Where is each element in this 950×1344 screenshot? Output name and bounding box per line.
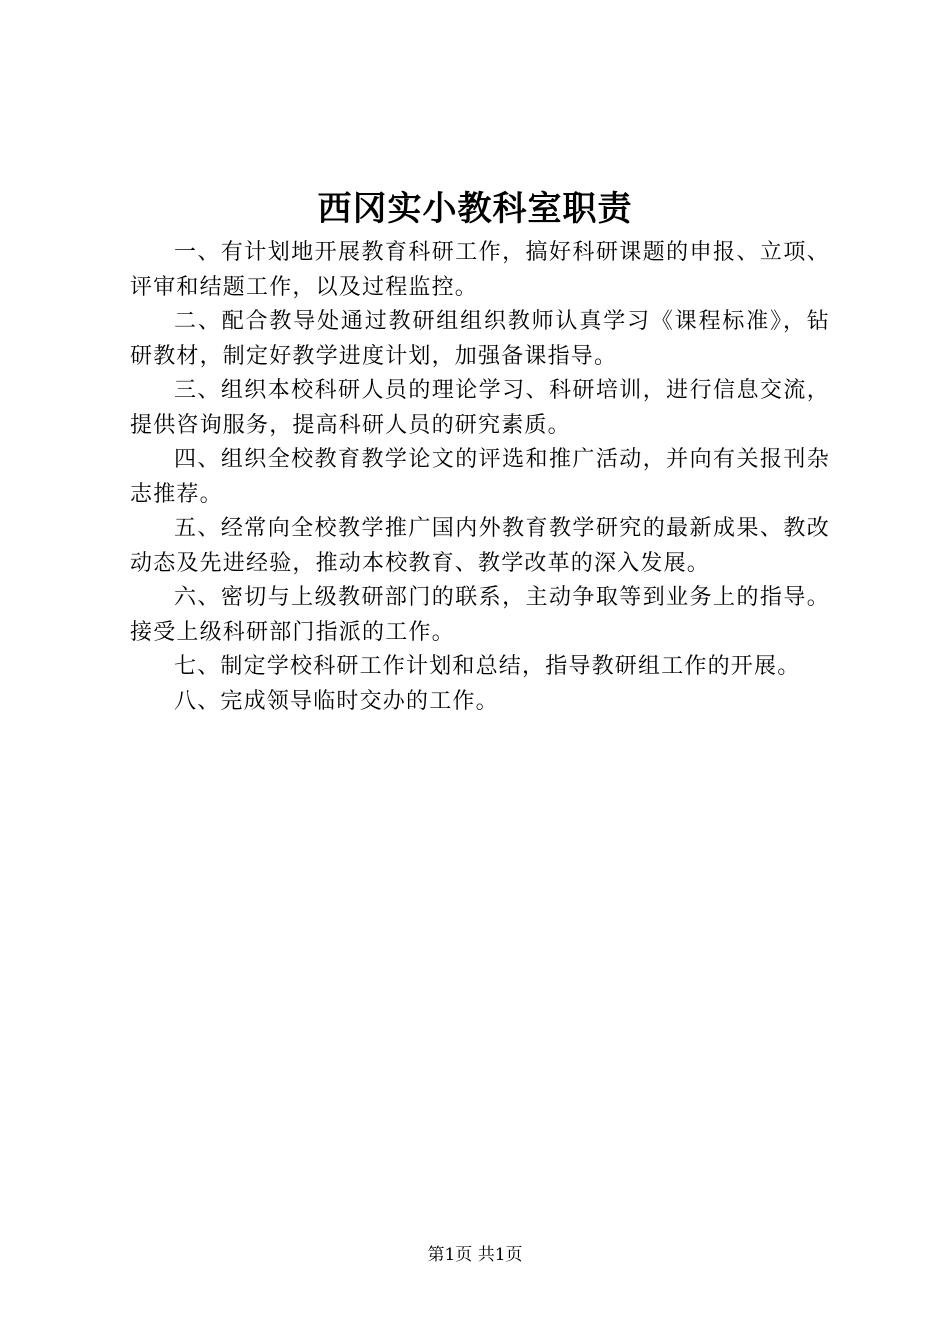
paragraph-4: 四、组织全校教育教学论文的评选和推广活动，并向有关报刊杂志推荐。 [130,447,830,507]
paragraph-3: 三、组织本校科研人员的理论学习、科研培训，进行信息交流，提供咨询服务，提高科研人员的研究素质。 [130,378,830,438]
document-title: 西冈实小教科室职责 [317,189,633,229]
paragraph-6: 六、密切与上级教研部门的联系，主动争取等到业务上的指导。接受上级科研部门指派的工作。 [130,585,830,645]
paragraph-1: 一、有计划地开展教育科研工作，搞好科研课题的申报、立项、评审和结题工作，以及过程监控。 [130,240,830,300]
document-body [130,236,830,719]
paragraph-7: 七、制定学校科研工作计划和总结，指导教研组工作的开展。 [174,654,801,679]
paragraph-5: 五、经常向全校教学推广国内外教育教学研究的最新成果、教改动态及先进经验，推动本校教育、教学改革的深入发展。 [130,516,830,576]
paragraph-8: 八、完成领导临时交办的工作。 [174,688,499,714]
paragraph-2: 二、配合教导处通过教研组组织教师认真学习《课程标准》，钻研教材，制定好教学进度计划，加强备课指导。 [130,309,830,369]
page-footer: 第1页 共1页 [427,1245,523,1265]
